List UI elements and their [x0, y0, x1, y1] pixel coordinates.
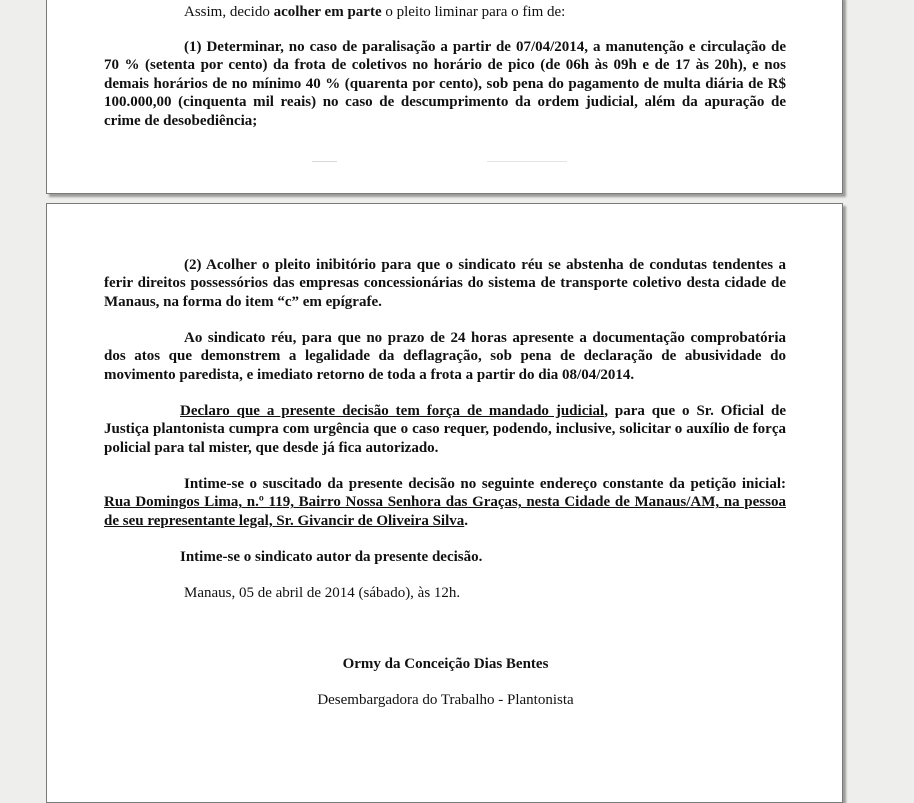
item2-paragraph: (2) Acolher o pleito inibitório para que o sindicato réu se abstenha de condutas tendentes a ferir direitos possessórios das empresas concessionárias do sistema de transporte coletivo desta cidade de Manaus, na forma do item “c” em epígrafe.	[104, 257, 786, 310]
declaro-rest: , para que o Sr. Oficial de Justiça plantonista cumpra com urgência que o caso requer, podendo, inclusive, solicitar o auxílio de força policial para tal mister, que desde já fica autorizado.	[104, 403, 786, 456]
intime-suscitado-prefix: Intime-se o suscitado da presente decisão no seguinte endereço constante da petição inicial:	[184, 476, 786, 492]
address-underlined: Rua Domingos Lima, n.º 119, Bairro Nossa Senhora das Graças, nesta Cidade de Manaus/AM, na pessoa de seu representante legal, Sr. Givancir de Oliveira Silva	[104, 494, 786, 529]
declaro-paragraph	[104, 402, 786, 457]
intime-suscitado-paragraph	[104, 475, 786, 530]
intime-autor-paragraph: Intime-se o sindicato autor da presente decisão.	[180, 549, 483, 565]
signer-name: Ormy da Conceição Dias Bentes	[342, 656, 549, 672]
intro-prefix: Assim, decido	[184, 4, 274, 20]
document-page-2	[46, 203, 843, 803]
declaro-underlined: Declaro que a presente decisão tem força de mandado judicial	[180, 403, 605, 419]
intro-suffix: o pleito liminar para o fim de:	[381, 4, 566, 20]
intime-suscitado-end: .	[464, 512, 469, 529]
intro-bold: acolher em parte	[273, 4, 382, 20]
signer-title: Desembargadora do Trabalho - Plantonista	[317, 692, 574, 708]
date-place: Manaus, 05 de abril de 2014 (sábado), às 12h.	[184, 585, 461, 601]
sindicato-paragraph: Ao sindicato réu, para que no prazo de 24 horas apresente a documentação comprobatória dos atos que demonstrem a legalidade da deflagração, sob pena de declaração de abusividade do movimento paredista, e imediato retorno de toda a frota a partir do dia 08/04/2014.	[104, 330, 786, 383]
item1-paragraph: (1) Determinar, no caso de paralisação a partir de 07/04/2014, a manutenção e circulação de 70 % (setenta por cento) da frota de coletivos no horário de pico (de 06h às 09h e de 17 às 20h), e nos demais horários de no mínimo 40 % (quarenta por cento), sob pena do pagamento de multa diária de R$ 100.000,00 (cinquenta mil reais) no caso de descumprimento da ordem judicial, além da apuração de crime de desobediência;	[104, 39, 786, 129]
document-page-1	[46, 0, 843, 194]
scan-artifact-line	[312, 161, 337, 162]
intro-paragraph	[104, 3, 786, 21]
scan-artifact-line	[487, 161, 567, 162]
